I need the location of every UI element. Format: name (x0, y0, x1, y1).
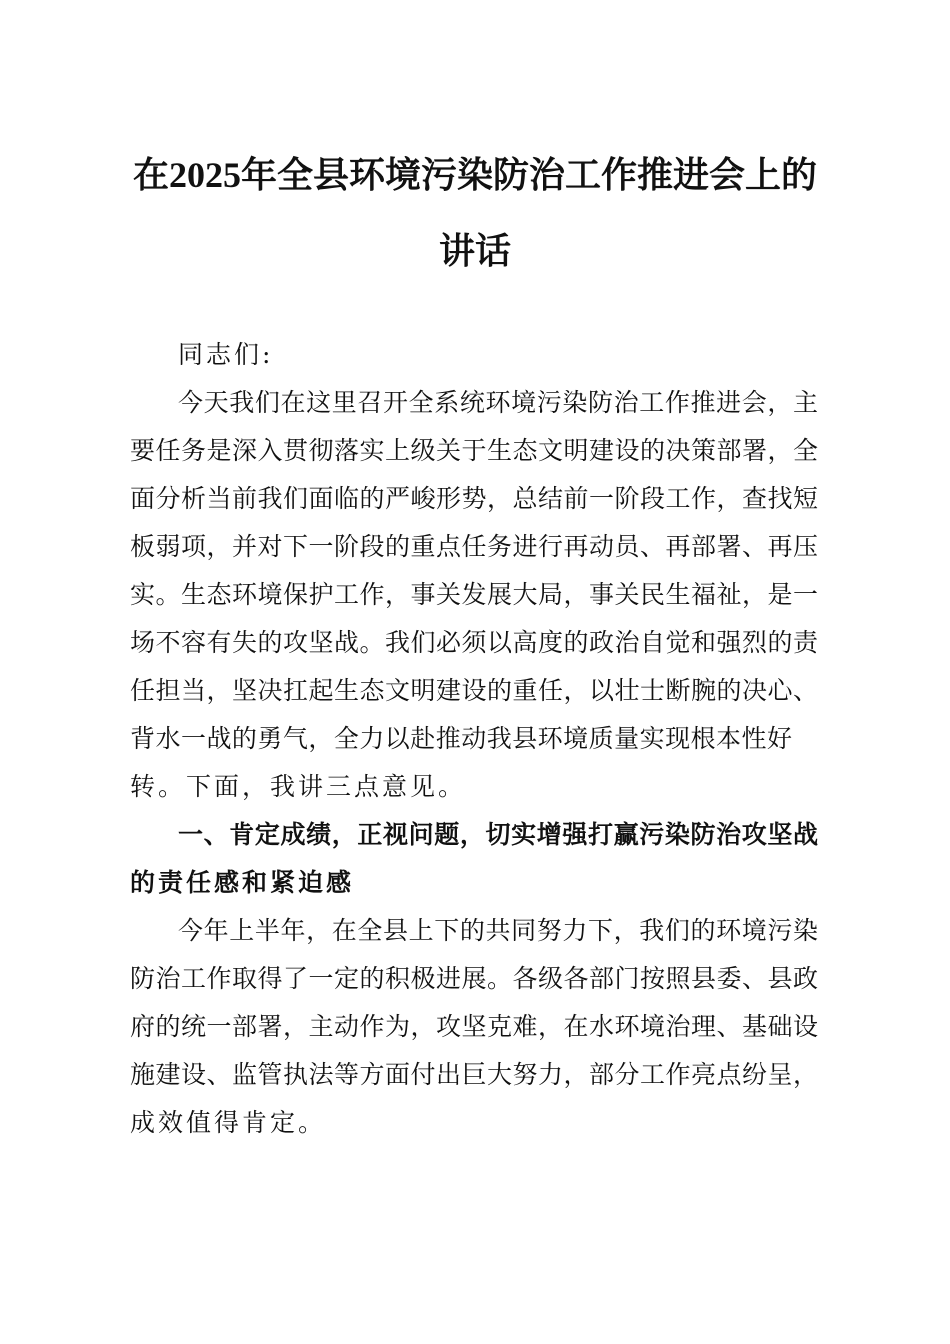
paragraph-line: 板弱项，并对下一阶段的重点任务进行再动员、再部署、再压 (130, 532, 818, 561)
paragraph-line: 防治工作取得了一定的积极进展。各级各部门按照县委、县政 (130, 964, 818, 993)
paragraph-line: 场不容有失的攻坚战。我们必须以高度的政治自觉和强烈的责 (130, 628, 818, 657)
salutation: 同志们: (178, 340, 274, 369)
document-title-line-1: 在2025年全县环境污染防治工作推进会上的 (132, 155, 817, 195)
paragraph-line: 要任务是深入贯彻落实上级关于生态文明建设的决策部署，全 (130, 436, 818, 465)
paragraph-line: 成效值得肯定。 (130, 1108, 327, 1137)
document-title-line-2: 讲话 (438, 231, 511, 271)
paragraph-line: 面分析当前我们面临的严峻形势，总结前一阶段工作，查找短 (130, 484, 818, 513)
heading-line: 的责任感和紧迫感 (130, 868, 355, 897)
paragraph-line: 府的统一部署，主动作为，攻坚克难，在水环境治理、基础设 (130, 1012, 818, 1041)
paragraph-line: 今年上半年，在全县上下的共同努力下，我们的环境污染 (178, 916, 818, 945)
paragraph-line: 施建设、监管执法等方面付出巨大努力，部分工作亮点纷呈， (130, 1060, 818, 1089)
paragraph-line: 实。生态环境保护工作，事关发展大局，事关民生福祉，是一 (130, 580, 818, 609)
paragraph-line: 今天我们在这里召开全系统环境污染防治工作推进会，主 (178, 388, 818, 417)
paragraph-line: 背水一战的勇气，全力以赴推动我县环境质量实现根本性好 (130, 724, 792, 753)
paragraph-line: 转。下面，我讲三点意见。 (130, 772, 467, 801)
heading-line: 一、肯定成绩，正视问题，切实增强打赢污染防治攻坚战 (178, 820, 818, 849)
paragraph-line: 任担当，坚决扛起生态文明建设的重任，以壮士断腕的决心、 (130, 676, 818, 705)
